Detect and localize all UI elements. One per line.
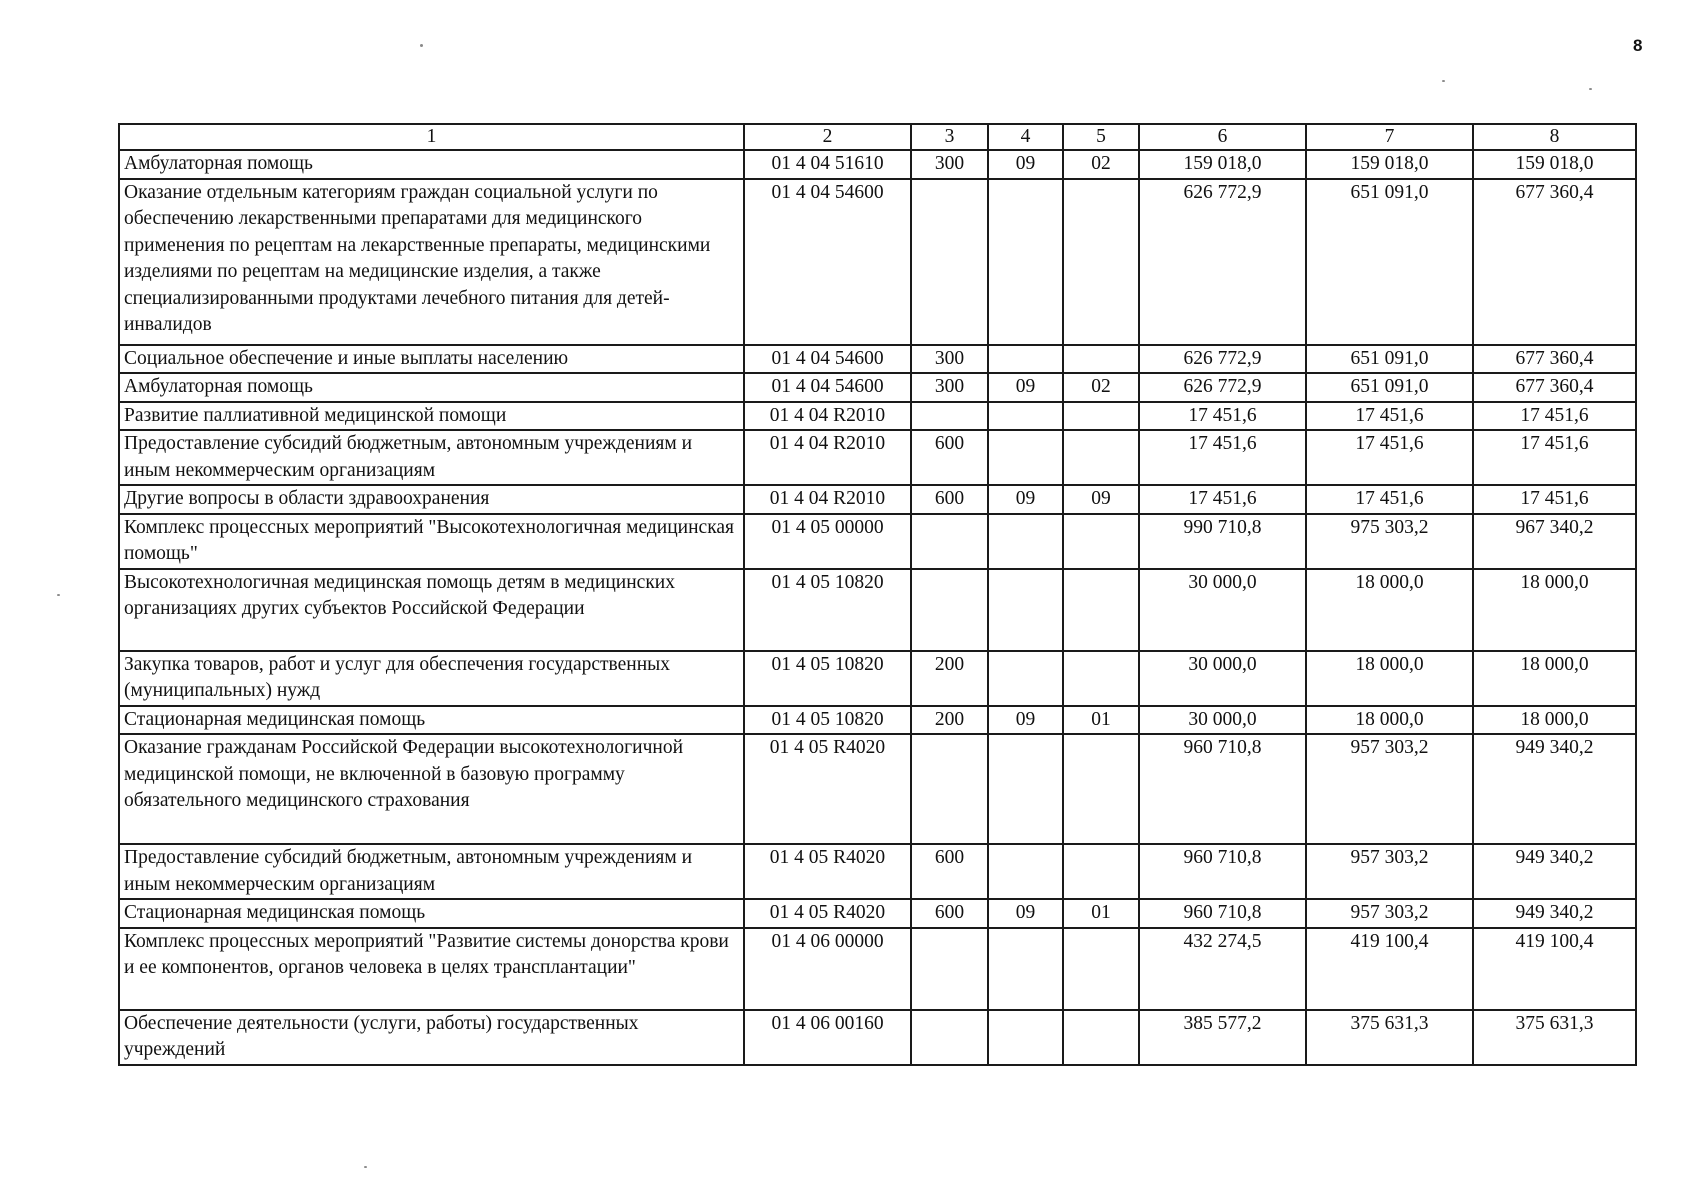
target-article-code: 01 4 04 R2010	[744, 402, 911, 431]
row-name: Высокотехнологичная медицинская помощь детям в медицинских организациях других субъектов Российской Федерации	[119, 569, 744, 651]
target-article-code: 01 4 05 00000	[744, 514, 911, 569]
table-row	[119, 402, 1636, 431]
row-name: Оказание гражданам Российской Федерации высокотехнологичной медицинской помощи, не включенной в базовую программу обязательного медицинского страхования	[119, 734, 744, 844]
budget-table	[118, 123, 1637, 1066]
amount-col-7: 18 000,0	[1306, 706, 1473, 735]
amount-col-8: 17 451,6	[1473, 485, 1636, 514]
target-article-code: 01 4 05 10820	[744, 651, 911, 706]
amount-col-7: 957 303,2	[1306, 734, 1473, 844]
amount-col-6: 30 000,0	[1139, 651, 1306, 706]
subsection-code: 01	[1063, 706, 1139, 735]
row-name: Оказание отдельным категориям граждан социальной услуги по обеспечению лекарственными препаратами для медицинского применения по рецептам на лекарственные препараты, медицинскими изделиями по рецептам на медицинские изделия, а также специализированными продуктами лечебного питания для детей-инвалидов	[119, 179, 744, 345]
scan-speck	[364, 1166, 367, 1168]
subsection-code	[1063, 179, 1139, 345]
scan-speck	[1589, 88, 1592, 90]
section-code: 09	[988, 485, 1063, 514]
target-article-code: 01 4 04 51610	[744, 150, 911, 179]
amount-col-7: 975 303,2	[1306, 514, 1473, 569]
table-row	[119, 734, 1636, 844]
row-name: Другие вопросы в области здравоохранения	[119, 485, 744, 514]
amount-col-8: 419 100,4	[1473, 928, 1636, 1010]
amount-col-6: 30 000,0	[1139, 706, 1306, 735]
subsection-code	[1063, 402, 1139, 431]
header-cell: 8	[1473, 124, 1636, 150]
target-article-code: 01 4 05 10820	[744, 569, 911, 651]
amount-col-8: 949 340,2	[1473, 844, 1636, 899]
expense-type-code: 200	[911, 651, 988, 706]
section-code	[988, 430, 1063, 485]
expense-type-code: 600	[911, 844, 988, 899]
amount-col-7: 17 451,6	[1306, 402, 1473, 431]
table-row	[119, 373, 1636, 402]
amount-col-6: 960 710,8	[1139, 899, 1306, 928]
scan-speck	[420, 44, 423, 47]
page-number: 8	[1633, 36, 1643, 55]
target-article-code: 01 4 06 00160	[744, 1010, 911, 1065]
target-article-code: 01 4 05 10820	[744, 706, 911, 735]
section-code	[988, 179, 1063, 345]
row-name: Амбулаторная помощь	[119, 150, 744, 179]
section-code	[988, 514, 1063, 569]
header-cell: 2	[744, 124, 911, 150]
scan-speck	[57, 594, 60, 596]
subsection-code	[1063, 569, 1139, 651]
table-row	[119, 899, 1636, 928]
table-row	[119, 430, 1636, 485]
amount-col-6: 626 772,9	[1139, 373, 1306, 402]
amount-col-8: 949 340,2	[1473, 734, 1636, 844]
amount-col-8: 949 340,2	[1473, 899, 1636, 928]
row-name: Обеспечение деятельности (услуги, работы) государственных учреждений	[119, 1010, 744, 1065]
row-name: Амбулаторная помощь	[119, 373, 744, 402]
amount-col-7: 375 631,3	[1306, 1010, 1473, 1065]
row-name: Предоставление субсидий бюджетным, автономным учреждениям и иным некоммерческим организациям	[119, 844, 744, 899]
table-row	[119, 1010, 1636, 1065]
amount-col-7: 957 303,2	[1306, 899, 1473, 928]
row-name: Стационарная медицинская помощь	[119, 706, 744, 735]
amount-col-6: 960 710,8	[1139, 844, 1306, 899]
target-article-code: 01 4 05 R4020	[744, 899, 911, 928]
amount-col-6: 17 451,6	[1139, 402, 1306, 431]
amount-col-7: 651 091,0	[1306, 373, 1473, 402]
amount-col-6: 626 772,9	[1139, 345, 1306, 374]
amount-col-6: 626 772,9	[1139, 179, 1306, 345]
expense-type-code	[911, 569, 988, 651]
section-code	[988, 402, 1063, 431]
section-code	[988, 928, 1063, 1010]
subsection-code: 02	[1063, 150, 1139, 179]
amount-col-7: 419 100,4	[1306, 928, 1473, 1010]
amount-col-6: 432 274,5	[1139, 928, 1306, 1010]
amount-col-8: 17 451,6	[1473, 430, 1636, 485]
amount-col-8: 18 000,0	[1473, 569, 1636, 651]
section-code	[988, 345, 1063, 374]
subsection-code	[1063, 844, 1139, 899]
expense-type-code	[911, 402, 988, 431]
subsection-code	[1063, 345, 1139, 374]
subsection-code	[1063, 734, 1139, 844]
expense-type-code: 600	[911, 430, 988, 485]
expense-type-code	[911, 928, 988, 1010]
table-row	[119, 651, 1636, 706]
header-cell: 1	[119, 124, 744, 150]
amount-col-7: 17 451,6	[1306, 485, 1473, 514]
section-code: 09	[988, 899, 1063, 928]
amount-col-6: 159 018,0	[1139, 150, 1306, 179]
amount-col-6: 30 000,0	[1139, 569, 1306, 651]
amount-col-7: 957 303,2	[1306, 844, 1473, 899]
header-row	[119, 124, 1636, 150]
table-row	[119, 179, 1636, 345]
expense-type-code	[911, 734, 988, 844]
subsection-code: 09	[1063, 485, 1139, 514]
amount-col-6: 385 577,2	[1139, 1010, 1306, 1065]
amount-col-8: 17 451,6	[1473, 402, 1636, 431]
amount-col-6: 960 710,8	[1139, 734, 1306, 844]
scan-speck	[1442, 80, 1445, 82]
amount-col-7: 651 091,0	[1306, 345, 1473, 374]
header-cell: 3	[911, 124, 988, 150]
table-row	[119, 150, 1636, 179]
row-name: Комплекс процессных мероприятий "Высокотехнологичная медицинская помощь"	[119, 514, 744, 569]
amount-col-8: 677 360,4	[1473, 179, 1636, 345]
section-code	[988, 844, 1063, 899]
expense-type-code: 600	[911, 899, 988, 928]
amount-col-6: 17 451,6	[1139, 430, 1306, 485]
target-article-code: 01 4 05 R4020	[744, 734, 911, 844]
row-name: Закупка товаров, работ и услуг для обеспечения государственных (муниципальных) нужд	[119, 651, 744, 706]
target-article-code: 01 4 05 R4020	[744, 844, 911, 899]
amount-col-7: 159 018,0	[1306, 150, 1473, 179]
target-article-code: 01 4 06 00000	[744, 928, 911, 1010]
subsection-code	[1063, 928, 1139, 1010]
amount-col-7: 17 451,6	[1306, 430, 1473, 485]
table-row	[119, 485, 1636, 514]
amount-col-7: 18 000,0	[1306, 651, 1473, 706]
subsection-code: 01	[1063, 899, 1139, 928]
table-row	[119, 844, 1636, 899]
row-name: Социальное обеспечение и иные выплаты населению	[119, 345, 744, 374]
section-code: 09	[988, 150, 1063, 179]
target-article-code: 01 4 04 54600	[744, 345, 911, 374]
expense-type-code	[911, 179, 988, 345]
row-name: Предоставление субсидий бюджетным, автономным учреждениям и иным некоммерческим организациям	[119, 430, 744, 485]
expense-type-code: 300	[911, 373, 988, 402]
table-row	[119, 928, 1636, 1010]
amount-col-8: 18 000,0	[1473, 706, 1636, 735]
table-row	[119, 345, 1636, 374]
section-code	[988, 651, 1063, 706]
section-code	[988, 734, 1063, 844]
amount-col-7: 651 091,0	[1306, 179, 1473, 345]
section-code: 09	[988, 373, 1063, 402]
expense-type-code: 300	[911, 345, 988, 374]
header-cell: 4	[988, 124, 1063, 150]
expense-type-code: 600	[911, 485, 988, 514]
amount-col-7: 18 000,0	[1306, 569, 1473, 651]
section-code: 09	[988, 706, 1063, 735]
amount-col-6: 17 451,6	[1139, 485, 1306, 514]
target-article-code: 01 4 04 R2010	[744, 430, 911, 485]
subsection-code	[1063, 651, 1139, 706]
amount-col-8: 677 360,4	[1473, 345, 1636, 374]
header-cell: 7	[1306, 124, 1473, 150]
target-article-code: 01 4 04 R2010	[744, 485, 911, 514]
amount-col-8: 375 631,3	[1473, 1010, 1636, 1065]
expense-type-code	[911, 1010, 988, 1065]
amount-col-8: 677 360,4	[1473, 373, 1636, 402]
amount-col-8: 159 018,0	[1473, 150, 1636, 179]
subsection-code: 02	[1063, 373, 1139, 402]
subsection-code	[1063, 430, 1139, 485]
header-cell: 5	[1063, 124, 1139, 150]
expense-type-code: 200	[911, 706, 988, 735]
expense-type-code	[911, 514, 988, 569]
amount-col-8: 18 000,0	[1473, 651, 1636, 706]
target-article-code: 01 4 04 54600	[744, 373, 911, 402]
subsection-code	[1063, 1010, 1139, 1065]
amount-col-6: 990 710,8	[1139, 514, 1306, 569]
target-article-code: 01 4 04 54600	[744, 179, 911, 345]
table-row	[119, 514, 1636, 569]
header-cell: 6	[1139, 124, 1306, 150]
row-name: Развитие паллиативной медицинской помощи	[119, 402, 744, 431]
table-row	[119, 569, 1636, 651]
row-name: Комплекс процессных мероприятий "Развитие системы донорства крови и ее компонентов, органов человека в целях трансплантации"	[119, 928, 744, 1010]
expense-type-code: 300	[911, 150, 988, 179]
section-code	[988, 569, 1063, 651]
section-code	[988, 1010, 1063, 1065]
subsection-code	[1063, 514, 1139, 569]
table-row	[119, 706, 1636, 735]
amount-col-8: 967 340,2	[1473, 514, 1636, 569]
row-name: Стационарная медицинская помощь	[119, 899, 744, 928]
